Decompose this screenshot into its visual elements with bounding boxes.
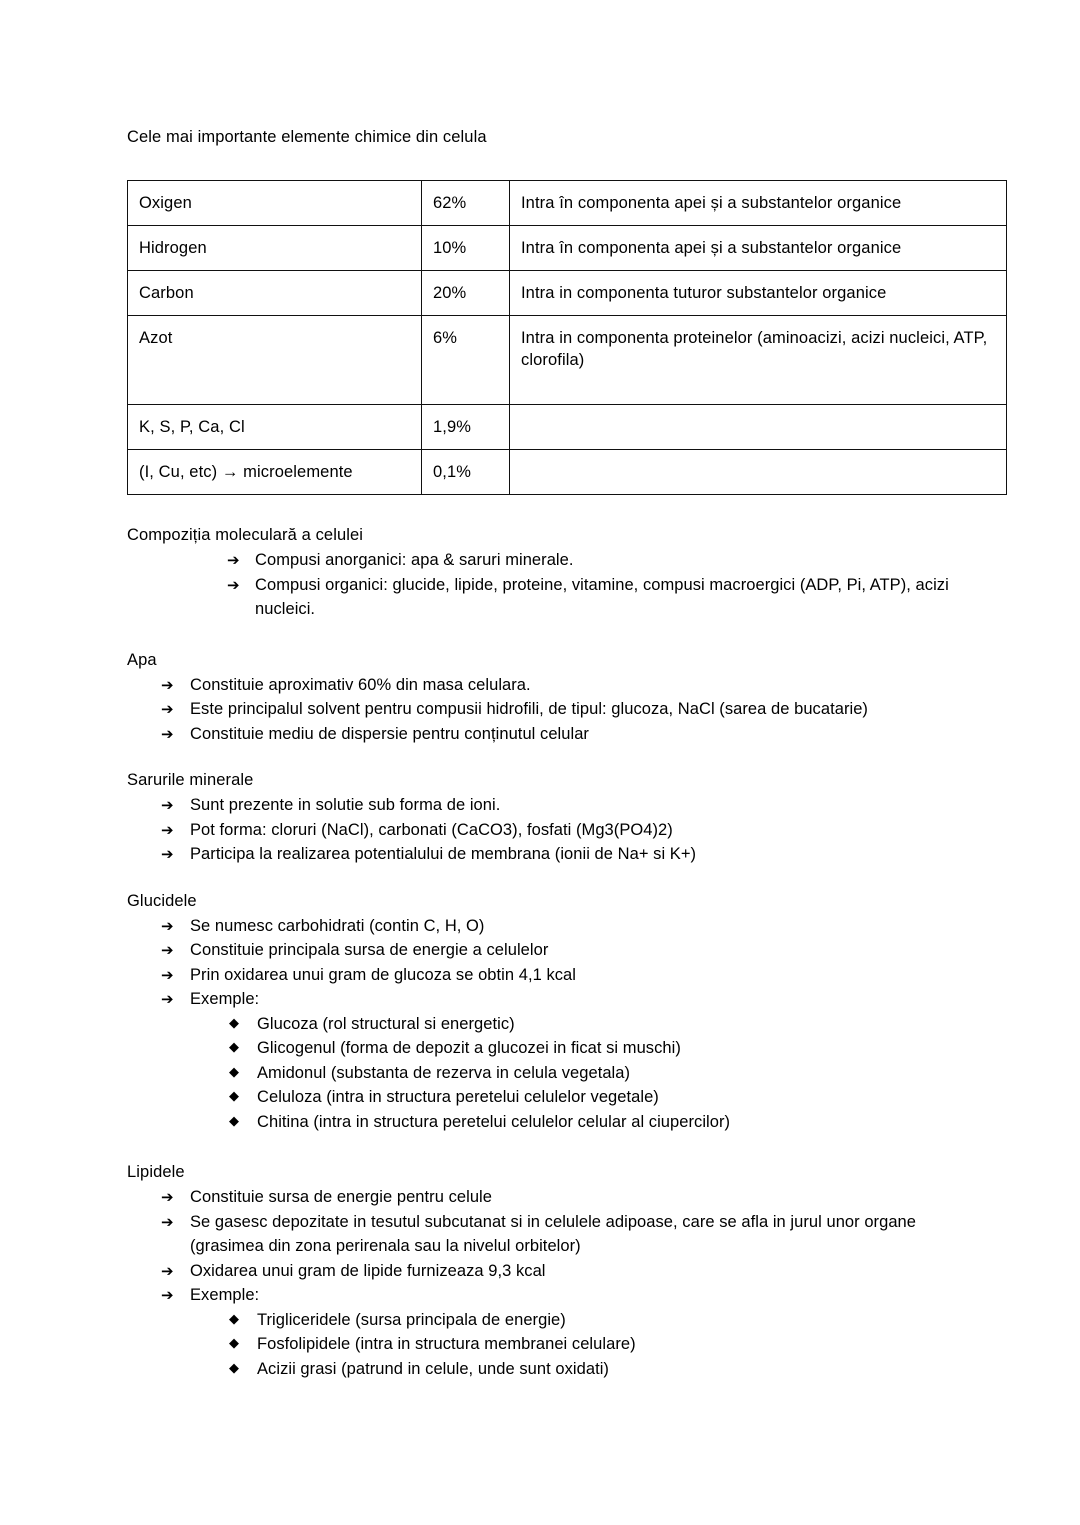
list-item-text: Glicogenul (forma de depozit a glucozei in ficat si muschi) [257,1039,681,1057]
arrow-bullet-icon: ➔ [161,1188,174,1206]
section-heading: Apa [127,650,157,669]
section-heading: Lipidele [127,1163,185,1181]
section-heading: Compoziția moleculară a celulei [127,526,364,544]
list-item-text: Trigliceridele (sursa principala de energie) [257,1310,566,1329]
section-glucidele [127,889,953,1135]
element-percent-cell: 20% [422,271,510,316]
arrow-bullet-icon: ➔ [161,845,174,863]
list-item [127,987,953,1012]
bullet-list [127,673,953,747]
list-item [127,914,953,939]
element-description-cell: Intra in componenta proteinelor (aminoacizi, acizi nucleici, ATP, clorofila) [510,316,1007,405]
list-item [127,697,953,722]
arrow-bullet-icon: ➔ [161,916,174,935]
list-item [127,1210,953,1259]
sub-bullet-list [127,1308,953,1382]
diamond-bullet-icon: ◆ [229,1064,240,1080]
arrow-bullet-icon: ➔ [227,551,240,569]
list-item-text: Pot forma: cloruri (NaCl), carbonati (CaCO3), fosfati (Mg3(PO4)2) [190,820,673,839]
element-name-cell: Azot [128,316,422,405]
list-item-text: Prin oxidarea unui gram de glucoza se obtin 4,1 kcal [190,965,576,984]
element-description-cell: Intra în componenta apei și a substantelor organice [510,226,1007,271]
list-item-text: Se gasesc depozitate in tesutul subcutanat si in celulele adipoase, care se afla in jurul unor organe (grasimea din zona perirenala sau la nivelul orbitelor) [190,1212,917,1255]
section-lipidele [127,1160,953,1381]
element-percent-cell: 6% [422,316,510,405]
element-description-cell: Intra în componenta apei și a substantelor organice [510,181,1007,226]
list-item-text: Se numesc carbohidrati (contin C, H, O) [190,916,485,935]
list-item [127,573,953,622]
bullet-list [127,793,953,867]
list-item-text: Chitina (intra in structura peretelui celulelor celular al ciupercilor) [257,1112,731,1131]
arrow-bullet-icon: ➔ [161,941,174,959]
table-row [128,405,1007,450]
arrow-bullet-icon: ➔ [161,820,174,839]
list-item [127,1332,953,1357]
element-description-cell [510,405,1007,450]
arrow-bullet-icon: ➔ [161,1286,174,1304]
list-item [127,1357,953,1382]
list-item [127,1061,953,1086]
list-item [127,1036,953,1061]
arrow-bullet-icon: ➔ [161,990,174,1008]
list-item [127,793,953,818]
list-item [127,1308,953,1333]
element-description-cell: Intra in componenta tuturor substantelor organice [510,271,1007,316]
chemical-elements-table [127,180,1007,495]
list-item-text: Celuloza (intra in structura peretelui celulelor vegetale) [257,1088,659,1106]
bullet-list [127,914,953,1012]
diamond-bullet-icon: ◆ [229,1015,240,1031]
arrow-bullet-icon: ➔ [161,675,174,694]
diamond-bullet-icon: ◆ [229,1113,240,1129]
section-heading: Sarurile minerale [127,771,254,789]
list-item-text: Constituie principala sursa de energie a celulelor [190,941,549,959]
page-title: Cele mai importante elemente chimice din celula [127,128,487,146]
list-item-text: Amidonul (substanta de rezerva in celula vegetala) [257,1063,631,1082]
list-item [127,963,953,988]
list-item-text: Exemple: [190,990,260,1008]
list-item [127,673,953,698]
element-name-cell: Hidrogen [128,226,422,271]
element-name-cell: Carbon [128,271,422,316]
element-name-cell: K, S, P, Ca, Cl [128,405,422,450]
list-item [127,1283,953,1308]
diamond-bullet-icon: ◆ [229,1336,240,1351]
list-item [127,818,953,843]
element-percent-cell: 10% [422,226,510,271]
table-row [128,450,1007,495]
bullet-list [127,548,953,622]
diamond-bullet-icon: ◆ [229,1360,240,1376]
sub-bullet-list [127,1012,953,1135]
arrow-bullet-icon: ➔ [161,1261,174,1280]
table-row [128,226,1007,271]
arrow-bullet-icon: ➔ [161,1212,174,1231]
element-percent-cell: 1,9% [422,405,510,450]
list-item-text: Acizii grasi (patrund in celule, unde sunt oxidati) [257,1359,609,1378]
list-item-text: Glucoza (rol structural si energetic) [257,1014,515,1033]
list-item-text: Constituie sursa de energie pentru celule [190,1188,492,1206]
list-item-text: Constituie aproximativ 60% din masa celulara. [190,675,531,694]
arrow-bullet-icon: ➔ [227,575,240,594]
list-item [127,842,953,867]
table-row [128,181,1007,226]
list-item-text: Constituie mediu de dispersie pentru conținutul celular [190,724,589,743]
diamond-bullet-icon: ◆ [229,1040,240,1055]
arrow-bullet-icon: ➔ [161,700,174,718]
list-item [127,548,953,573]
element-description-cell [510,450,1007,495]
list-item-text: Exemple: [190,1286,260,1304]
section-heading: Glucidele [127,891,197,910]
section-apa [127,648,953,747]
diamond-bullet-icon: ◆ [229,1089,240,1104]
list-item [127,1110,953,1135]
list-item-text: Oxidarea unui gram de lipide furnizeaza 9,3 kcal [190,1261,546,1280]
list-item [127,722,953,747]
list-item-text: Fosfolipidele (intra in structura membranei celulare) [257,1335,636,1353]
list-item-text: Sunt prezente in solutie sub forma de ioni. [190,796,501,814]
list-item [127,1185,953,1210]
arrow-bullet-icon: ➔ [161,965,174,984]
list-item [127,1259,953,1284]
element-name-cell: Oxigen [128,181,422,226]
list-item-text: Compusi organici: glucide, lipide, proteine, vitamine, compusi macroergici (ADP, Pi, ATP), acizi nucleici. [255,575,949,618]
element-name-cell: (I, Cu, etc) → microelemente [128,450,422,495]
list-item-text: Participa la realizarea potentialului de membrana (ionii de Na+ si K+) [190,845,697,863]
list-item [127,1012,953,1037]
arrow-bullet-icon: ➔ [161,724,174,743]
table-row [128,316,1007,405]
diamond-bullet-icon: ◆ [229,1311,240,1327]
list-item [127,1085,953,1110]
list-item-text: Compusi anorganici: apa & saruri minerale. [255,551,574,569]
list-item [127,938,953,963]
list-item-text: Este principalul solvent pentru compusii hidrofili, de tipul: glucoza, NaCl (sarea de bucatarie) [190,700,868,718]
element-percent-cell: 62% [422,181,510,226]
section-compozitia-moleculara [127,523,953,622]
arrow-bullet-icon: ➔ [161,796,174,814]
table-row [128,271,1007,316]
element-percent-cell: 0,1% [422,450,510,495]
bullet-list [127,1185,953,1308]
section-sarurile-minerale [127,768,953,867]
